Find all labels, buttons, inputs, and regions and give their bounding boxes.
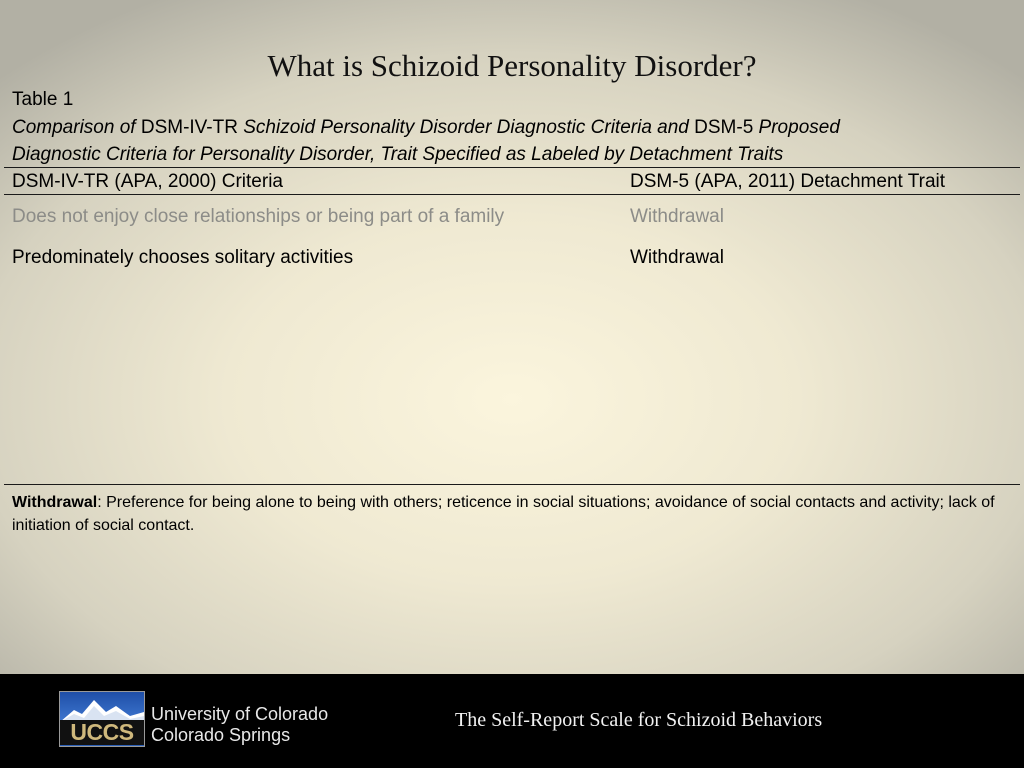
university-line1: University of Colorado <box>151 704 329 724</box>
university-name <box>151 704 328 746</box>
caption-part3: Schizoid Personality Disorder Diagnostic Criteria and <box>237 117 695 138</box>
column-header-dsm-iv: DSM-IV-TR (APA, 2000) Criteria <box>12 171 283 192</box>
table-header-rule <box>4 194 1020 195</box>
footer-bar <box>0 674 1024 768</box>
table-caption <box>12 114 1017 168</box>
caption-part2: DSM-IV-TR <box>140 117 238 138</box>
table-row-1-trait: Withdrawal <box>630 206 724 227</box>
table-row-2-trait: Withdrawal <box>630 247 724 268</box>
presentation-title: The Self-Report Scale for Schizoid Behaviors <box>455 709 823 731</box>
table-label: Table 1 <box>12 89 74 110</box>
uccs-logo <box>59 691 145 747</box>
caption-part1: Comparison of <box>12 117 141 138</box>
caption-part4: DSM-5 <box>694 117 754 138</box>
table-bottom-rule <box>4 484 1020 485</box>
table-row-2-criterion: Predominately chooses solitary activities <box>12 247 354 268</box>
note-definition: : Preference for being alone to being with others; reticence in social situations; avoidance of social contacts and activity; lack of initiation of social contact. <box>12 494 995 534</box>
table-caption-line2: Diagnostic Criteria for Personality Disorder, Trait Specified as Labeled by Detachment Traits <box>12 144 784 165</box>
table-note <box>12 491 1012 537</box>
column-header-dsm-5: DSM-5 (APA, 2011) Detachment Trait <box>630 171 946 192</box>
slide-title: What is Schizoid Personality Disorder? <box>267 48 757 83</box>
university-line2: Colorado Springs <box>151 725 291 745</box>
table-caption-line1 <box>12 114 1017 141</box>
note-term: Withdrawal <box>12 494 98 511</box>
caption-part5: Proposed <box>753 117 840 138</box>
table-top-rule <box>4 167 1020 168</box>
logo-text: UCCS <box>60 720 144 745</box>
table-row-1-criterion: Does not enjoy close relationships or being part of a family <box>12 206 505 227</box>
